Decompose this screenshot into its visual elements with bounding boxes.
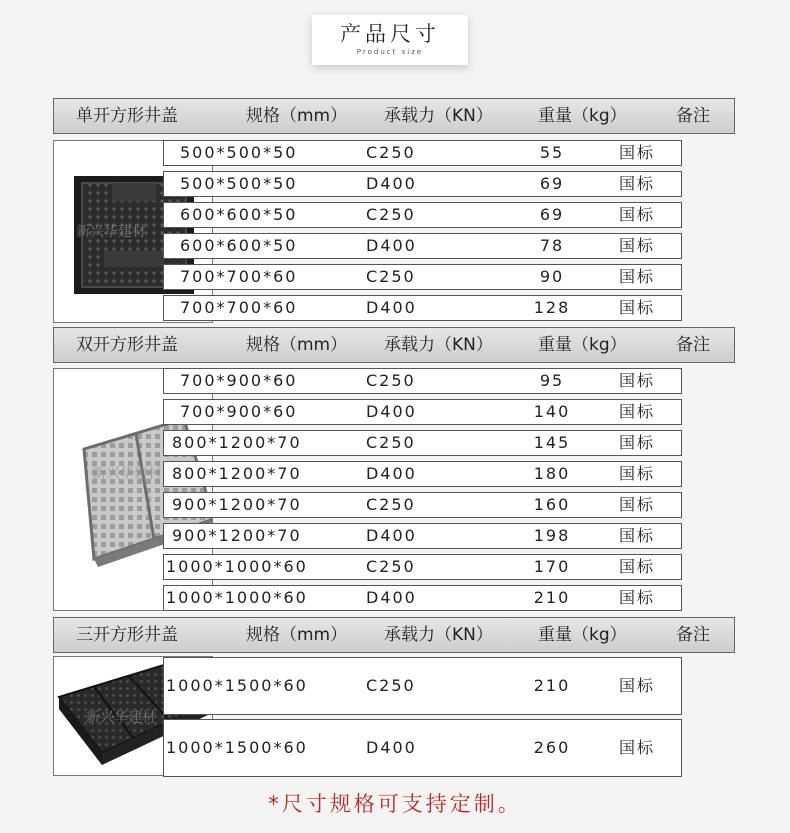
note-cell: 国标 (619, 676, 656, 695)
table-row (163, 554, 682, 580)
note-cell: 国标 (619, 143, 656, 162)
load-cell: C250 (366, 371, 416, 390)
table-row (163, 171, 682, 197)
weight-cell: 55 (539, 143, 565, 162)
weight-cell: 78 (539, 236, 565, 255)
column-note: 备注 (676, 625, 710, 645)
table-row (163, 657, 682, 715)
weight-cell: 95 (539, 371, 565, 390)
load-cell: D400 (366, 298, 417, 317)
spec-cell: 800*1200*70 (172, 464, 302, 483)
table-row (163, 202, 682, 228)
weight-cell: 160 (533, 495, 571, 514)
spec-cell: 1000*1500*60 (166, 738, 308, 757)
weight-cell: 260 (533, 738, 571, 757)
spec-cell: 900*1200*70 (172, 495, 302, 514)
note-cell: 国标 (619, 236, 656, 255)
weight-cell: 210 (533, 588, 571, 607)
note-cell: 国标 (619, 738, 656, 757)
column-spec: 规格（mm） (246, 106, 348, 126)
spec-cell: 700*700*60 (180, 267, 298, 286)
spec-cell: 800*1200*70 (172, 433, 302, 452)
customization-note: *尺寸规格可支持定制。 (268, 792, 522, 816)
spec-cell: 700*900*60 (180, 371, 298, 390)
spec-cell: 600*600*50 (180, 236, 298, 255)
watermark: 新兴华建材 (86, 710, 156, 726)
weight-cell: 180 (533, 464, 571, 483)
column-note: 备注 (676, 335, 710, 355)
weight-cell: 198 (533, 526, 571, 545)
table-row (163, 140, 682, 166)
load-cell: C250 (366, 557, 416, 576)
table-header (53, 327, 735, 363)
note-cell: 国标 (619, 298, 656, 317)
weight-cell: 69 (539, 205, 565, 224)
spec-cell: 900*1200*70 (172, 526, 302, 545)
weight-cell: 170 (533, 557, 571, 576)
product-name: 三开方形井盖 (76, 625, 178, 645)
spec-cell: 1000*1000*60 (166, 557, 308, 576)
weight-cell: 69 (539, 174, 565, 193)
load-cell: D400 (366, 464, 417, 483)
table-row (163, 430, 682, 456)
table-row (163, 264, 682, 290)
spec-cell: 700*900*60 (180, 402, 298, 421)
table-header (53, 98, 735, 134)
product-name: 单开方形井盖 (76, 106, 178, 126)
note-cell: 国标 (619, 205, 656, 224)
table-row (163, 719, 682, 777)
load-cell: C250 (366, 143, 416, 162)
product-name: 双开方形井盖 (76, 335, 178, 355)
table-row (163, 399, 682, 425)
page-subtitle: Product size (356, 48, 424, 56)
column-weight: 重量（kg） (538, 106, 627, 126)
load-cell: C250 (366, 676, 416, 695)
column-weight: 重量（kg） (538, 335, 627, 355)
spec-cell: 1000*1000*60 (166, 588, 308, 607)
spec-cell: 1000*1500*60 (166, 676, 308, 695)
note-cell: 国标 (619, 588, 656, 607)
note-cell: 国标 (619, 402, 656, 421)
section-title-card (312, 15, 468, 65)
column-load: 承载力（KN） (384, 625, 493, 645)
table-row (163, 368, 682, 394)
column-spec: 规格（mm） (246, 335, 348, 355)
weight-cell: 210 (533, 676, 571, 695)
load-cell: C250 (366, 495, 416, 514)
weight-cell: 140 (533, 402, 571, 421)
load-cell: D400 (366, 588, 417, 607)
table-row (163, 295, 682, 321)
note-cell: 国标 (619, 174, 656, 193)
note-cell: 国标 (619, 526, 656, 545)
table-row (163, 492, 682, 518)
weight-cell: 128 (533, 298, 571, 317)
weight-cell: 145 (533, 433, 571, 452)
load-cell: D400 (366, 526, 417, 545)
weight-cell: 90 (539, 267, 565, 286)
watermark: 新兴华建材 (76, 224, 146, 240)
column-load: 承载力（KN） (384, 106, 493, 126)
load-cell: C250 (366, 433, 416, 452)
note-cell: 国标 (619, 557, 656, 576)
column-spec: 规格（mm） (246, 625, 348, 645)
spec-cell: 500*500*50 (180, 174, 298, 193)
table-row (163, 461, 682, 487)
page-title: 产品尺寸 (340, 22, 440, 46)
load-cell: D400 (366, 174, 417, 193)
note-cell: 国标 (619, 433, 656, 452)
load-cell: D400 (366, 402, 417, 421)
column-load: 承载力（KN） (384, 335, 493, 355)
load-cell: D400 (366, 738, 417, 757)
note-cell: 国标 (619, 464, 656, 483)
column-note: 备注 (676, 106, 710, 126)
watermark: 新兴华建材 (92, 466, 162, 482)
table-row (163, 233, 682, 259)
column-weight: 重量（kg） (538, 625, 627, 645)
spec-cell: 700*700*60 (180, 298, 298, 317)
table-row (163, 523, 682, 549)
load-cell: D400 (366, 236, 417, 255)
note-cell: 国标 (619, 267, 656, 286)
note-cell: 国标 (619, 371, 656, 390)
table-row (163, 585, 682, 611)
table-header (53, 617, 735, 653)
load-cell: C250 (366, 205, 416, 224)
spec-cell: 600*600*50 (180, 205, 298, 224)
load-cell: C250 (366, 267, 416, 286)
spec-cell: 500*500*50 (180, 143, 298, 162)
note-cell: 国标 (619, 495, 656, 514)
